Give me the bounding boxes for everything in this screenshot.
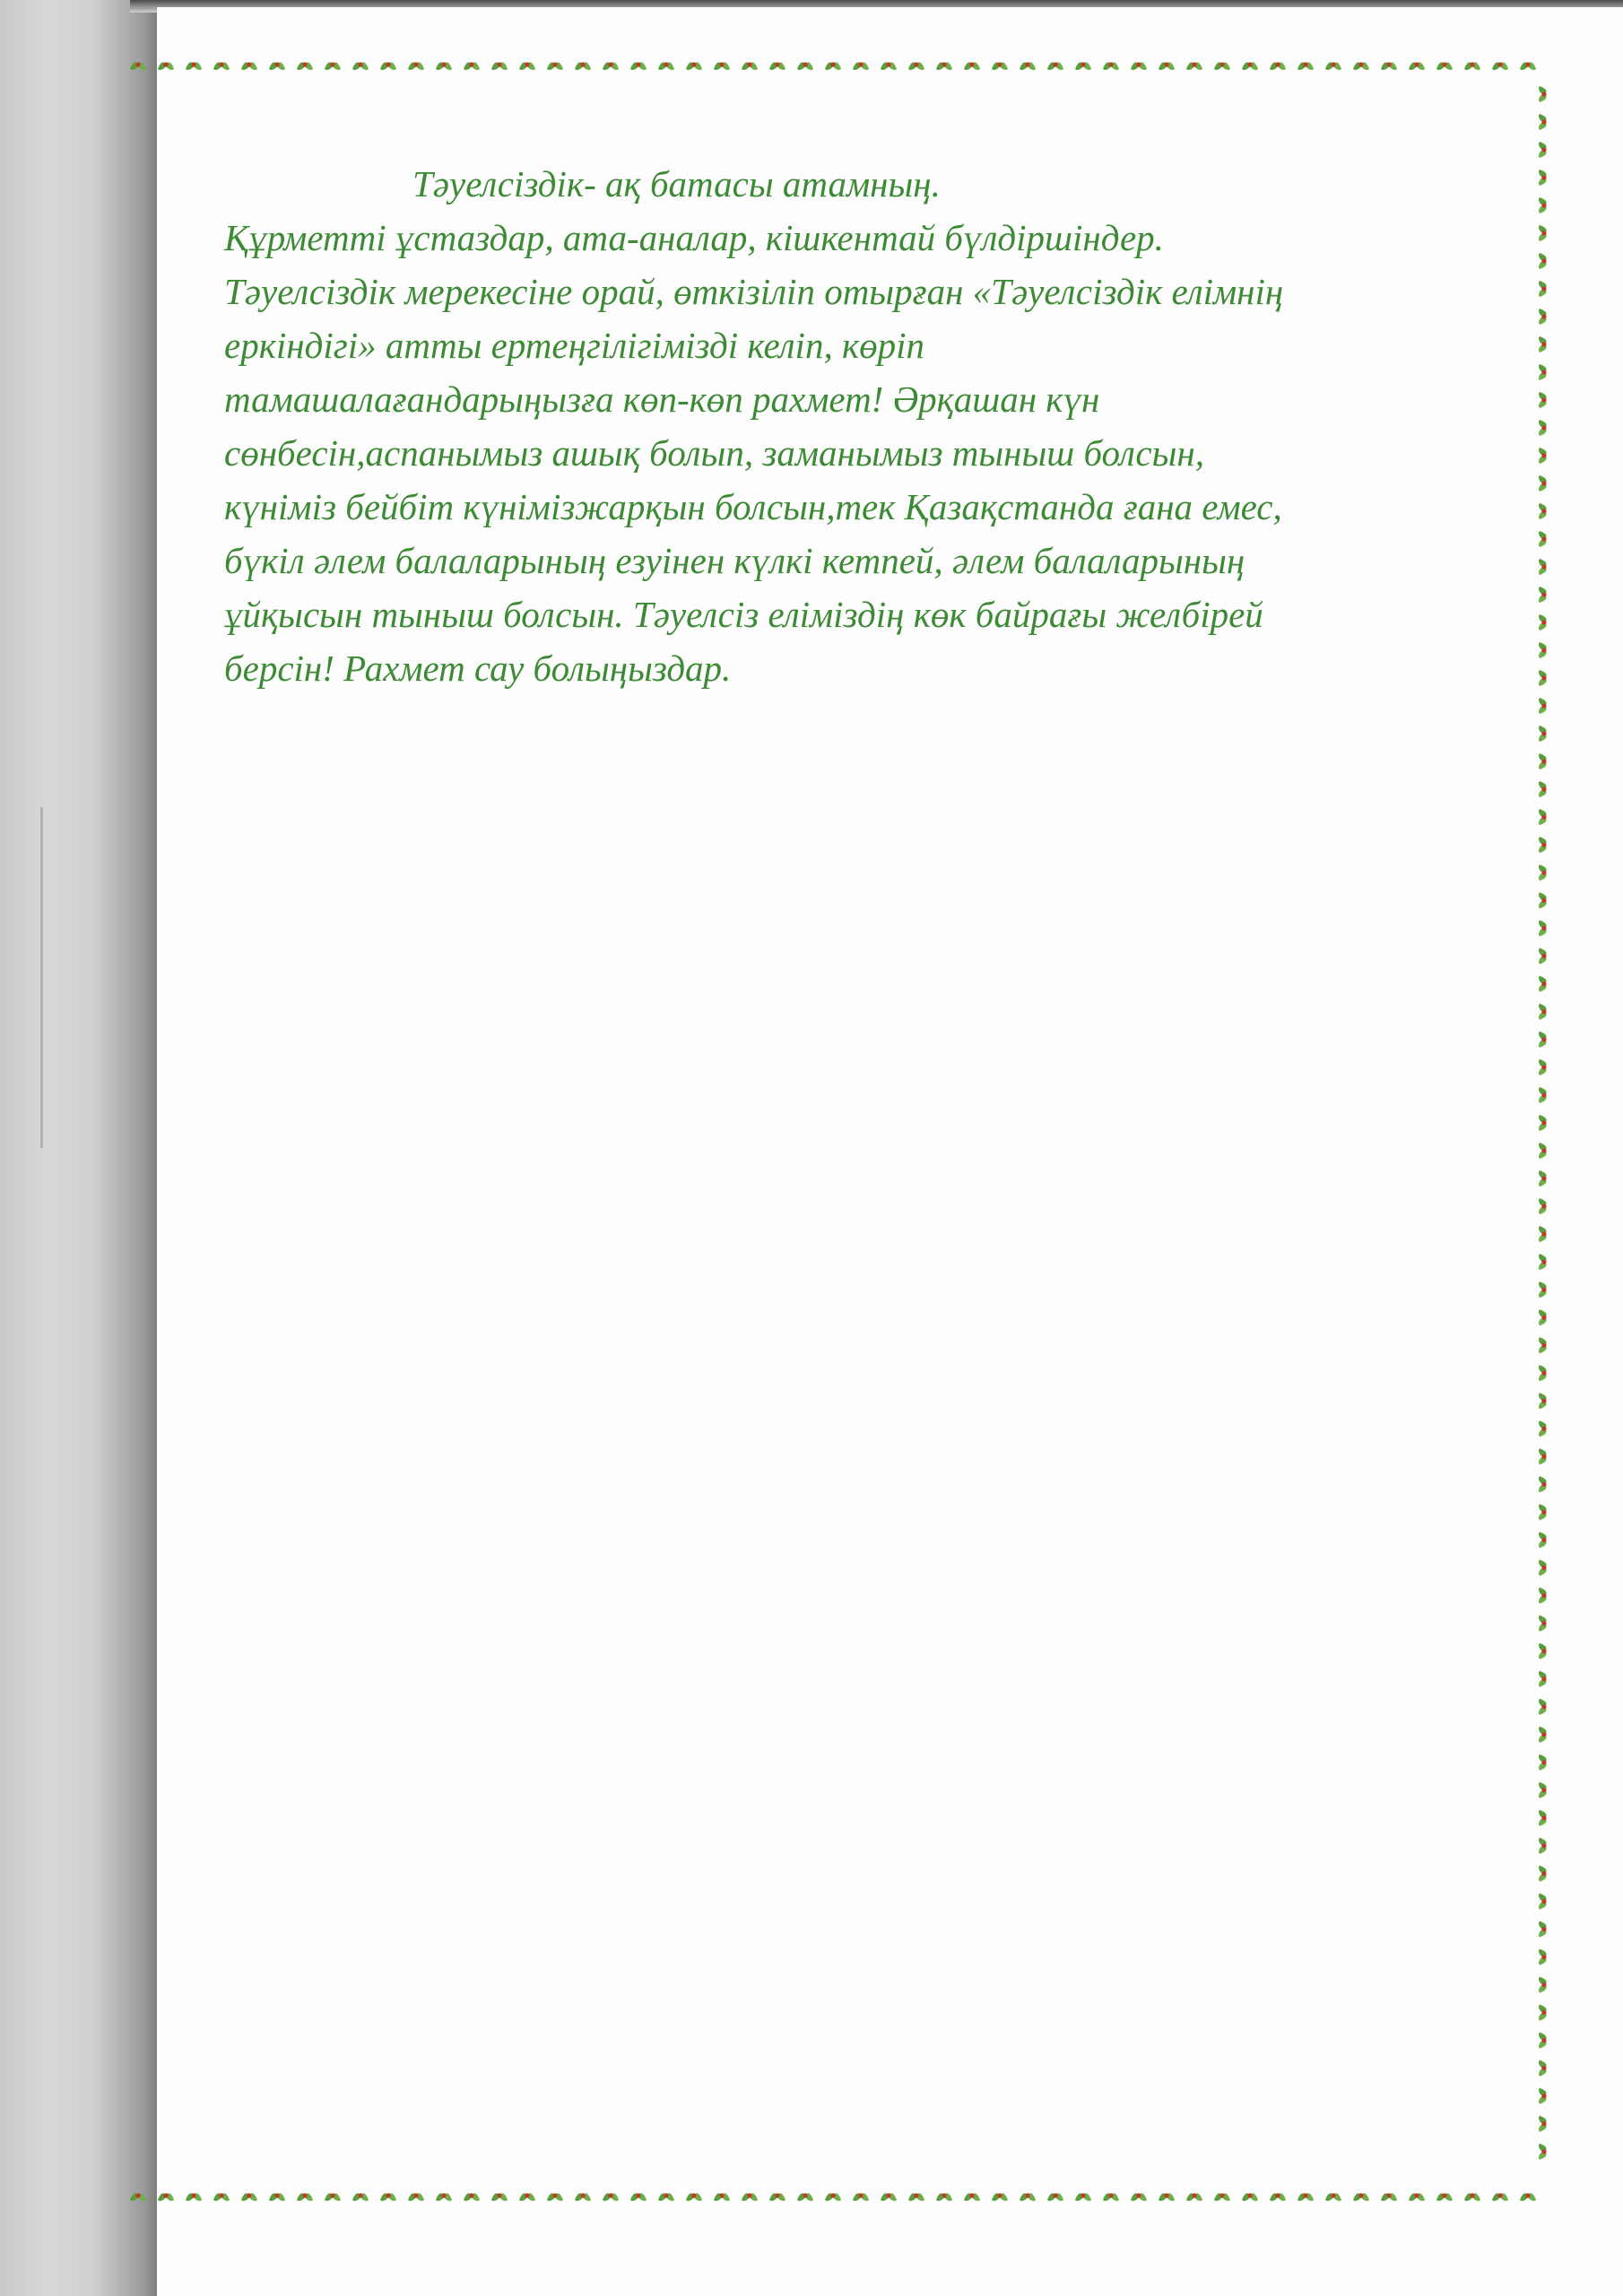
text-line-1: Құрметті ұстаздар, ата-аналар, кішкентай бүлдіршіндер. bbox=[224, 217, 1164, 258]
document-title: Тәуелсіздік- ақ батасы атамның. bbox=[412, 163, 941, 204]
text-line-8: ұйқысын тыныш болсын. Тәуелсіз еліміздің көк байрағы желбірей bbox=[224, 594, 1263, 635]
text-line-6: күніміз бейбіт күнімізжарқын болсын,тек Қазақстанда ғана емес, bbox=[224, 486, 1282, 527]
text-line-5: сөнбесін,аспанымыз ашық болып, заманымыз тыныш болсын, bbox=[224, 432, 1204, 474]
text-line-7: бүкіл әлем балаларының езуінен күлкі кетпей, әлем балаларының bbox=[224, 540, 1245, 581]
scan-artifact bbox=[40, 807, 43, 1148]
text-line-4: тамашалағандарыңызға көп-көп рахмет! Әрқашан күн bbox=[224, 378, 1100, 420]
text-line-9: берсін! Рахмет сау болыңыздар. bbox=[224, 648, 732, 689]
text-line-3: еркіндігі» атты ертеңгілігімізді келіп, көріп bbox=[224, 325, 925, 366]
text-line-2: Тәуелсіздік мерекесіне орай, өткізіліп отырған «Тәуелсіздік елімнің bbox=[224, 271, 1284, 312]
document-body bbox=[224, 157, 1497, 695]
